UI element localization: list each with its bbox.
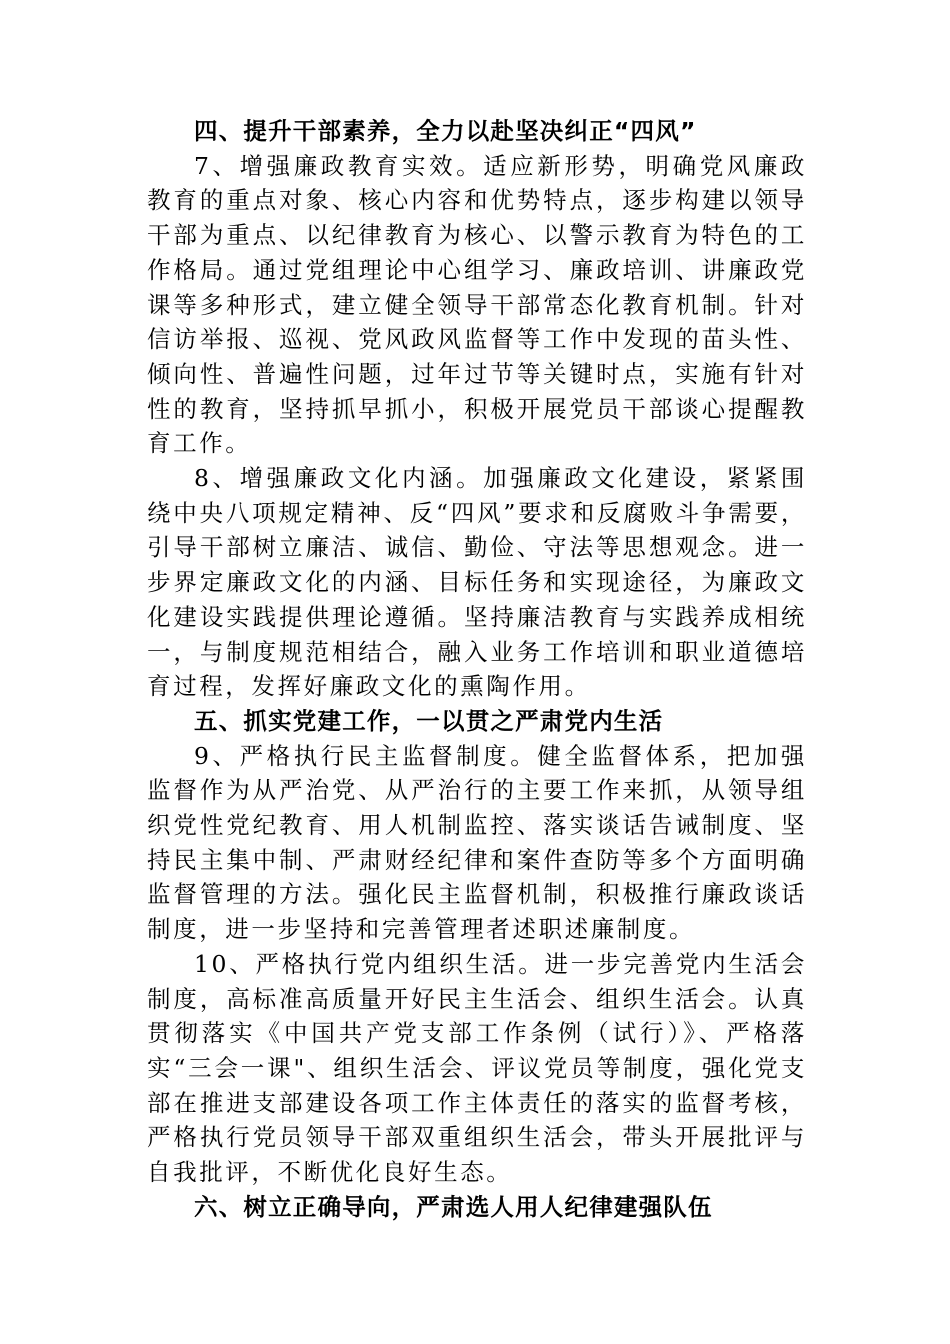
paragraph-7: 7、增强廉政教育实效。适应新形势，明确党风廉政教育的重点对象、核心内容和优势特点，逐步构建以领导干部为重点、以纪律教育为核心、以警示教育为特色的工作格局。通过党组理论中心组学习、廉政培训、讲廉政党课等多种形式，建立健全领导干部常态化教育机制。针对信访举报、巡视、党风政风监督等工作中发现的苗头性、倾向性、普遍性问题，过年过节等关键时点，实施有针对性的教育，坚持抓早抓小，积极开展党员干部谈心提醒教育工作。 bbox=[147, 151, 807, 458]
section-heading-5: 五、抓实党建工作，一以贯之严肃党内生活 bbox=[194, 706, 664, 735]
paragraph-9: 9、严格执行民主监督制度。健全监督体系，把加强监督作为从严治党、从严治行的主要工作来抓，从领导组织党性党纪教育、用人机制监控、落实谈话告诫制度、坚持民主集中制、严肃财经纪律和案件查防等多个方面明确监督管理的方法。强化民主监督机制，积极推行廉政谈话制度，进一步坚持和完善管理者述职述廉制度。 bbox=[147, 741, 807, 944]
section-heading-4: 四、提升干部素养，全力以赴坚决纠正“四风” bbox=[194, 117, 697, 145]
paragraph-10: 10、严格执行党内组织生活。进一步完善党内生活会制度，高标准高质量开好民主生活会、组织生活会。认真贯彻落实《中国共产党支部工作条例（试行）》、严格落实“三会一课"、组织生活会、评议党员等制度，强化党支部在推进支部建设各项工作主体责任的落实的监督考核，严格执行党员领导干部双重组织生活会，带头开展批评与自我批评，不断优化良好生态。 bbox=[147, 949, 807, 1187]
document-page bbox=[147, 114, 807, 1225]
paragraph-8: 8、增强廉政文化内涵。加强廉政文化建设，紧紧围绕中央八项规定精神、反“四风”要求和反腐败斗争需要，引导干部树立廉洁、诚信、勤俭、守法等思想观念。进一步界定廉政文化的内涵、目标任务和实现途径，为廉政文化建设实践提供理论遵循。坚持廉洁教育与实践养成相统一，与制度规范相结合，融入业务工作培训和职业道德培育过程，发挥好廉政文化的熏陶作用。 bbox=[147, 464, 807, 701]
section-heading-6: 六、树立正确导向，严肃选人用人纪律建强队伍 bbox=[194, 1192, 713, 1221]
